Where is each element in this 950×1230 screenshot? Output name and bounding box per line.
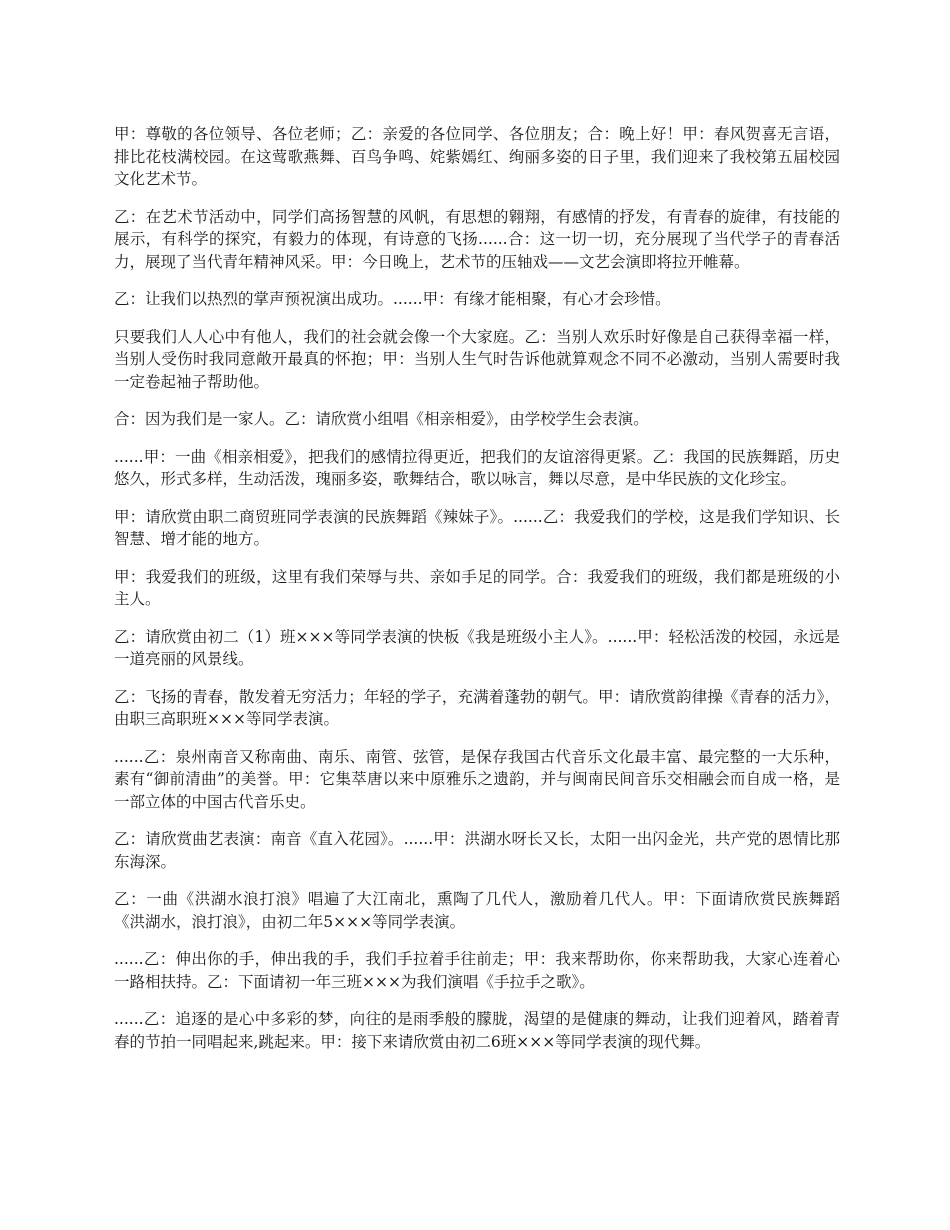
paragraph-11: ......乙：泉州南音又称南曲、南乐、南管、弦管，是保存我国古代音乐文化最丰富、最完整的一大乐种，素有“御前清曲”的美誉。甲：它集萃唐以来中原雅乐之遗韵，并与闽南民间音乐交相融会而自成一格，是一部立体的中国古代音乐史。 (114, 747, 840, 811)
paragraph-6: ......甲：一曲《相亲相爱》，把我们的感情拉得更近，把我们的友谊溶得更紧。乙：我国的民族舞蹈，历史悠久，形式多样，生动活泼，瑰丽多姿，歌舞结合，歌以咏言，舞以尽意，是中华民族的文化珍宝。 (114, 447, 840, 488)
paragraph-10: 乙：飞扬的青春，散发着无穷活力；年轻的学子，充满着蓬勃的朝气。甲：请欣赏韵律操《青春的活力》，由职三高职班×××等同学表演。 (114, 687, 840, 728)
paragraph-14: ......乙：伸出你的手，伸出我的手，我们手拉着手往前走；甲：我来帮助你，你来帮助我，大家心连着心一路相扶持。乙：下面请初一年三班×××为我们演唱《手拉手之歌》。 (114, 950, 840, 991)
paragraph-3: 乙：让我们以热烈的掌声预祝演出成功。......甲：有缘才能相聚，有心才会珍惜。 (114, 290, 671, 308)
paragraph-2: 乙：在艺术节活动中，同学们高扬智慧的风帆，有思想的翱翔，有感情的抒发，有青春的旋律，有技能的展示，有科学的探究，有毅力的体现，有诗意的飞扬......合：这一切一切，充分展现了当代学子的青春活力，展现了当代青年精神风采。甲：今日晚上，艺术节的压轴戏——文艺会演即将拉开帷幕。 (114, 207, 840, 271)
paragraph-13: 乙：一曲《洪湖水浪打浪》唱遍了大江南北，熏陶了几代人，激励着几代人。甲：下面请欣赏民族舞蹈《洪湖水，浪打浪》，由初二年5×××等同学表演。 (114, 890, 840, 931)
paragraph-8: 甲：我爱我们的班级，这里有我们荣辱与共、亲如手足的同学。合：我爱我们的班级，我们都是班级的小主人。 (114, 567, 840, 608)
paragraph-7: 甲：请欣赏由职二商贸班同学表演的民族舞蹈《辣妹子》。......乙：我爱我们的学校，这是我们学知识、长智慧、增才能的地方。 (114, 507, 840, 548)
paragraph-9: 乙：请欣赏由初二（1）班×××等同学表演的快板《我是班级小主人》。......甲：轻松活泼的校园，永远是一道亮丽的风景线。 (114, 627, 840, 668)
paragraph-15: ......乙：追逐的是心中多彩的梦，向往的是雨季般的朦胧，渴望的是健康的舞动，让我们迎着风，踏着青春的节拍一同唱起来,跳起来。甲：接下来请欣赏由初二6班×××等同学表演的现代舞。 (114, 1010, 840, 1051)
document-body (114, 123, 840, 1068)
paragraph-12: 乙：请欣赏曲艺表演：南音《直入花园》。......甲：洪湖水呀长又长，太阳一出闪金光，共产党的恩情比那东海深。 (114, 830, 840, 871)
paragraph-5: 合：因为我们是一家人。乙：请欣赏小组唱《相亲相爱》，由学校学生会表演。 (114, 410, 649, 428)
paragraph-1: 甲：尊敬的各位领导、各位老师；乙：亲爱的各位同学、各位朋友；合：晚上好！甲：春风贺喜无言语，排比花枝满校园。在这莺歌燕舞、百鸟争鸣、姹紫嫣红、绚丽多姿的日子里，我们迎来了我校第五届校园文化艺术节。 (114, 125, 840, 188)
paragraph-4: 只要我们人人心中有他人，我们的社会就会像一个大家庭。乙：当别人欢乐时好像是自己获得幸福一样，当别人受伤时我同意敞开最真的怀抱；甲：当别人生气时告诉他就算观念不同不必激动，当别人需要时我一定卷起袖子帮助他。 (114, 327, 840, 391)
